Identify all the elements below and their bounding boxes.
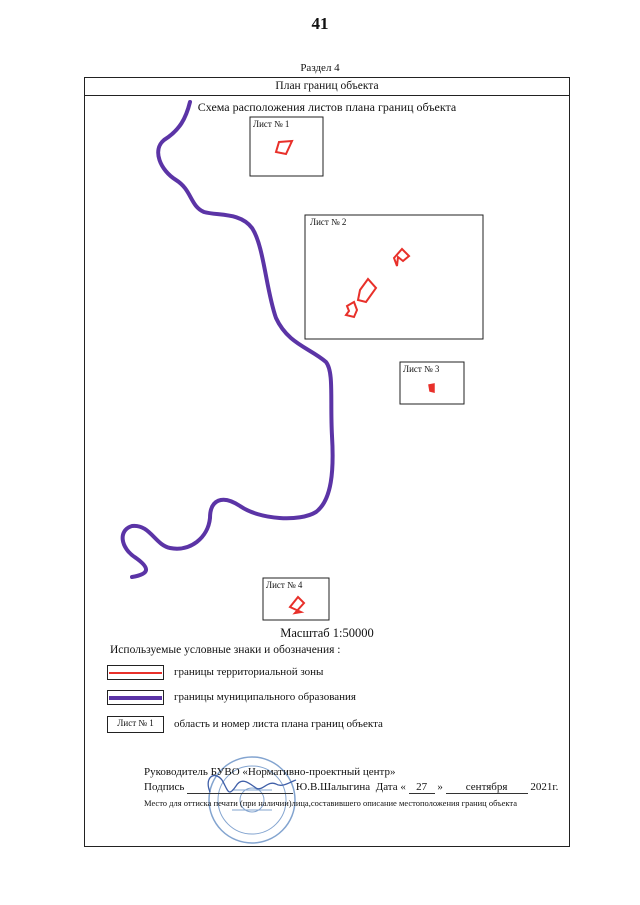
- zone-polygon: [346, 302, 357, 317]
- signature-head-line: Руководитель БУВО «Нормативно-проектный центр»: [144, 766, 396, 778]
- legend-sheet-text: область и номер листа плана границ объекта: [174, 718, 383, 730]
- date-label: Дата «: [375, 781, 406, 793]
- zone-polygon: [429, 384, 434, 392]
- scale-label: Масштаб 1:50000: [280, 626, 374, 640]
- zone-polygon: [276, 141, 292, 154]
- page-number: 41: [311, 14, 329, 33]
- legend-sheet-symbol: [107, 716, 164, 733]
- signature-line: [144, 781, 558, 794]
- sheet-2-box: [305, 215, 483, 339]
- municipal-boundary-line: [123, 102, 333, 577]
- sheet-1-label: Лист № 1: [253, 119, 290, 129]
- legend-municipal-text: границы муниципального образования: [174, 691, 356, 703]
- sheet-4-label: Лист № 4: [266, 580, 303, 590]
- date-close-quote: »: [437, 781, 443, 793]
- signer-name: Ю.В.Шалыгина: [295, 781, 371, 793]
- zone-polygon: [394, 249, 409, 266]
- zone-polygon: [358, 279, 376, 302]
- scheme-title: Схема расположения листов плана границ объекта: [197, 100, 457, 114]
- sheet-2-label: Лист № 2: [310, 217, 347, 227]
- date-month: сентября: [446, 781, 528, 794]
- sign-field: [187, 781, 293, 794]
- sign-label: Подпись: [144, 781, 185, 793]
- legend-zone-text: границы территориальной зоны: [174, 666, 324, 678]
- legend-municipal-symbol: [107, 690, 164, 705]
- legend-sheet-label: Лист № 1: [117, 718, 154, 728]
- date-year: 2021г.: [530, 781, 559, 793]
- date-day: 27: [409, 781, 435, 794]
- stamp-note: Место для оттиска печати (при наличии)лица,составившего описание местоположения границ объекта: [144, 798, 517, 808]
- zone-polygon: [290, 597, 304, 613]
- frame-title: План границ объекта: [85, 78, 569, 96]
- legend-zone-symbol: [107, 665, 164, 680]
- legend-title: Используемые условные знаки и обозначения :: [110, 644, 341, 656]
- section-label: Раздел 4: [300, 62, 340, 74]
- sheet-3-label: Лист № 3: [403, 364, 440, 374]
